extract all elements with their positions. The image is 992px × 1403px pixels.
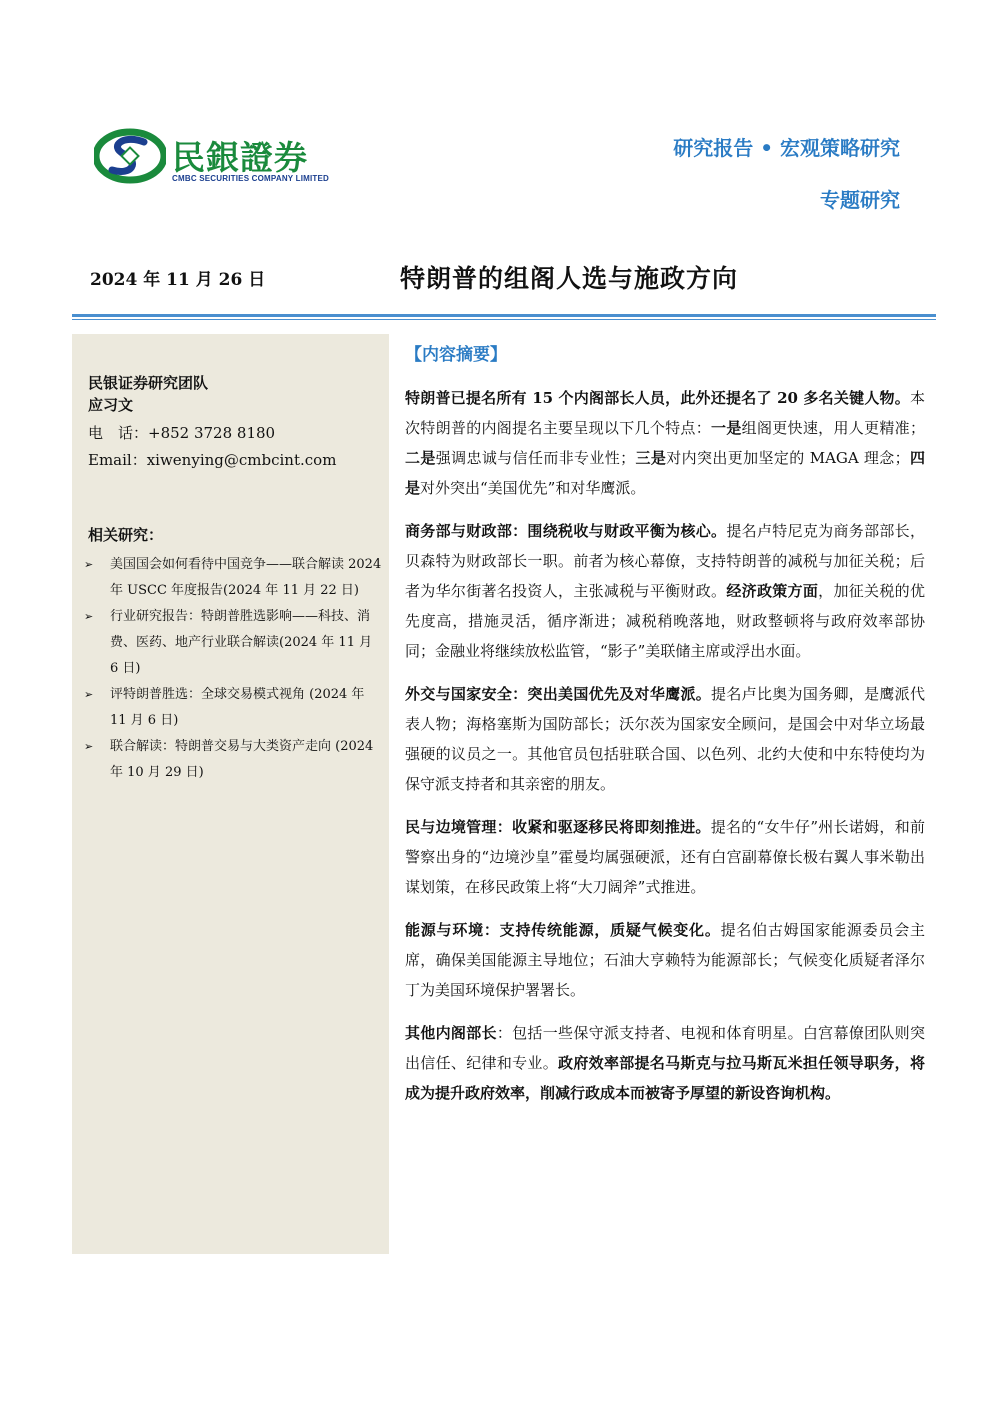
text-run: 对外突出“美国优先”和对华鹰派。: [420, 479, 646, 497]
related-research-heading: 相关研究：: [88, 526, 164, 544]
list-item: [84, 604, 384, 682]
sidebar: [72, 334, 389, 1254]
abstract-section: [405, 340, 925, 1121]
company-logo: [94, 128, 344, 188]
list-item: [84, 734, 384, 786]
team-name: 民银证券研究团队: [88, 374, 209, 392]
bold-text-run: 其他内阁部长: [405, 1024, 497, 1042]
abstract-paragraph: [405, 516, 925, 666]
header-divider-thick: [72, 314, 936, 317]
arrow-bullet-icon: ➢: [84, 688, 94, 701]
header-divider-thin: [72, 319, 936, 320]
abstract-body: [405, 383, 925, 1108]
cmbc-logo-mark-icon: [94, 128, 166, 184]
report-subseries: 专题研究: [820, 188, 900, 212]
related-research-title: 联合解读：特朗普交易与大类资产走向 (2024 年 10 月 29 日): [110, 739, 374, 780]
text-run: 提名伯古姆国家能源委员会主席，确保美国能源主导地位；石油大亨赖特为能源部长；气候变化质疑者泽尔丁为美国环境保护署署长。: [405, 921, 925, 999]
related-research-title: 美国国会如何看待中国竞争——联合解读 2024 年 USCC 年度报告(2024 年 11 月 22 日): [110, 557, 382, 598]
list-item: [84, 552, 384, 604]
abstract-heading: 【内容摘要】: [405, 345, 507, 365]
abstract-paragraph: [405, 383, 925, 503]
bold-text-run: 三是: [635, 449, 667, 467]
bold-text-run: 二是: [405, 449, 436, 467]
arrow-bullet-icon: ➢: [84, 558, 94, 571]
bold-text-run: 政府效率部提名马斯克与拉马斯瓦米担任领导职务，将成为提升政府效率，削减行政成本而被寄予厚望的新设咨询机构。: [405, 1054, 925, 1102]
text-run: 提名卢特尼克为商务部部长，贝森特为财政部长一职。前者为核心幕僚，支持特朗普的减税与加征关税；后者为华尔街著名投资人，主张减税与平衡财政。: [405, 522, 925, 600]
bold-text-run: 四是: [405, 449, 925, 497]
analyst-name: 应习文: [88, 396, 134, 414]
bold-text-run: 特朗普已提名所有 15 个内阁部长人员，此外还提名了 20 多名关键人物。: [405, 389, 910, 407]
abstract-paragraph: [405, 915, 925, 1005]
logo-chinese-name: 民銀證券: [172, 138, 308, 177]
bold-text-run: 能源与环境：支持传统能源，质疑气候变化。: [405, 921, 721, 939]
bold-text-run: 经济政策方面: [726, 582, 819, 600]
text-run: 对内突出更加坚定的 MAGA 理念；: [666, 449, 910, 467]
abstract-paragraph: [405, 679, 925, 799]
bold-text-run: 民与边境管理：收紧和驱逐移民将即刻推进。: [405, 818, 711, 836]
report-date: 2024 年 11 月 26 日: [90, 270, 266, 290]
related-research-title: 行业研究报告：特朗普胜选影响——科技、消费、医药、地产行业联合解读(2024 年 11 月 6 日): [110, 609, 373, 676]
bold-text-run: 一是: [711, 419, 742, 437]
bold-text-run: 商务部与财政部：围绕税收与财政平衡为核心。: [405, 522, 727, 540]
related-research-title: 评特朗普胜选：全球交易模式视角 (2024 年 11 月 6 日): [110, 687, 365, 728]
text-run: 提名的“女牛仔”州长诺姆，和前警察出身的“边境沙皇”霍曼均属强硬派，还有白宫副幕僚长极右翼人事米勒出谋划策，在移民政策上将“大刀阔斧”式推进。: [405, 818, 925, 896]
list-item: [84, 682, 384, 734]
related-research-list: [84, 552, 384, 786]
phone-line: 电 话：+852 3728 8180: [88, 424, 276, 442]
email-line: Email：xiwenying@cmbcint.com: [88, 451, 337, 469]
research-team: [88, 372, 208, 416]
arrow-bullet-icon: ➢: [84, 610, 94, 623]
contact-info: [88, 420, 336, 474]
text-run: 本次特朗普的内阁提名主要呈现以下几个特点：: [405, 389, 925, 437]
text-run: 强调忠诚与信任而非专业性；: [435, 449, 636, 467]
logo-english-name: CMBC SECURITIES COMPANY LIMITED: [172, 174, 330, 183]
bold-text-run: 外交与国家安全：突出美国优先及对华鹰派。: [405, 685, 712, 703]
abstract-paragraph: [405, 812, 925, 902]
report-title: 特朗普的组阁人选与施政方向: [400, 264, 739, 293]
report-series: 研究报告 • 宏观策略研究: [673, 136, 900, 160]
text-run: ：包括一些保守派支持者、电视和体育明星。白宫幕僚团队则突出信任、纪律和专业。: [405, 1024, 925, 1072]
text-run: 组阁更快速，用人更精准；: [741, 419, 925, 437]
text-run: ，加征关税的优先度高，措施灵活，循序渐进；减税稍晚落地，财政整顿将与政府效率部协同；金融业将继续放松监管，“影子”美联储主席或浮出水面。: [405, 582, 925, 660]
abstract-paragraph: [405, 1018, 925, 1108]
arrow-bullet-icon: ➢: [84, 740, 94, 753]
text-run: 提名卢比奥为国务卿，是鹰派代表人物；海格塞斯为国防部长；沃尔茨为国家安全顾问，是国会中对华立场最强硬的议员之一。其他官员包括驻联合国、以色列、北约大使和中东特使均为保守派支持者和其亲密的朋友。: [405, 685, 925, 793]
